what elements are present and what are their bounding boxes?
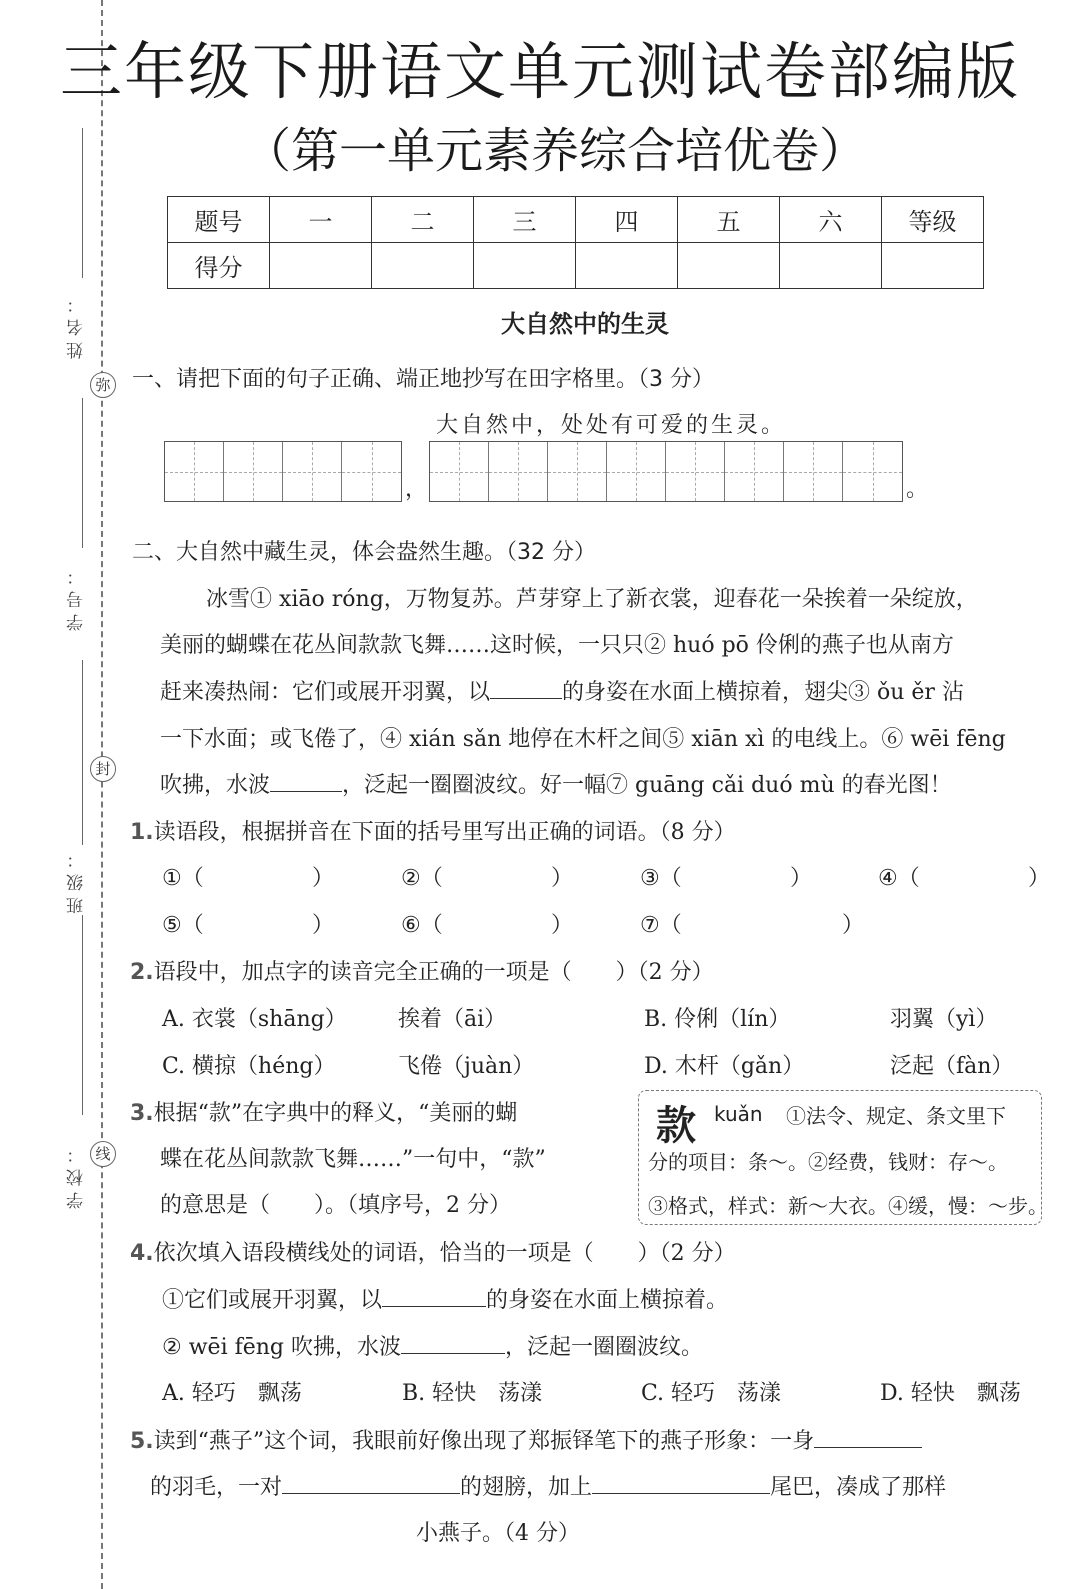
- q4-s1-b: 的身姿在水面上横掠着。: [486, 1288, 729, 1313]
- grid-cell[interactable]: [784, 442, 843, 501]
- q2-option-a-2: 挨着（āi）: [398, 1007, 507, 1032]
- grid-period: 。: [906, 477, 929, 502]
- passage-line-1: 冰雪① xiāo róng，万物复苏。芦芽穿上了新衣裳，迎春花一朵挨着一朵绽放，: [206, 587, 978, 612]
- q1: [130, 815, 736, 846]
- score-header-cell: 二: [372, 197, 474, 243]
- q2-text: 语段中，加点字的读音完全正确的一项是（ ）（2 分）: [153, 960, 714, 985]
- q4-number: 4.: [130, 1241, 154, 1266]
- exam-subtitle: （第一单元素养综合培优卷）: [242, 123, 867, 179]
- q1-slot-close: ）: [312, 866, 335, 891]
- tianzi-grid-1[interactable]: [164, 441, 402, 502]
- q5-number: 5.: [130, 1429, 154, 1454]
- q1-slot-5[interactable]: ⑤（: [162, 913, 204, 938]
- score-header-cell: 五: [678, 197, 780, 243]
- number-label: 学号：: [67, 562, 87, 631]
- grid-cell[interactable]: [843, 442, 902, 501]
- seal-char-feng: 封: [90, 756, 116, 782]
- q1-slot-6[interactable]: ⑥（: [401, 913, 443, 938]
- score-table-score-row: [168, 243, 984, 289]
- q4-s2-a: ② wēi fēng 吹拂，水波: [162, 1335, 402, 1360]
- q2-option-d-2: 泛起（fàn）: [890, 1054, 1014, 1079]
- copy-sentence: 大自然中，处处有可爱的生灵。: [436, 413, 787, 438]
- dict-line-1: ①法令、规定、条文里下: [786, 1104, 1006, 1128]
- exam-title: 三年级下册语文单元测试卷部编版: [59, 35, 1020, 108]
- score-cell[interactable]: [474, 243, 576, 289]
- q1-slot-close: ）: [842, 913, 865, 938]
- score-header-cell: 四: [576, 197, 678, 243]
- q1-slot-1[interactable]: ①（: [162, 866, 204, 891]
- q1-slot-close: ）: [551, 866, 574, 891]
- q5-text-2c: 尾巴，凑成了那样: [770, 1475, 947, 1500]
- passage-blank-2[interactable]: [270, 773, 342, 792]
- q3-text-1: 根据“款”在字典中的释义，“美丽的蝴: [153, 1101, 518, 1126]
- score-header-cell: 三: [474, 197, 576, 243]
- q5-text-1: 读到“燕子”这个词，我眼前好像出现了郑振铎笔下的燕子形象：一身: [153, 1429, 815, 1454]
- q4: [130, 1236, 736, 1267]
- passage-line-3a: 赶来凑热闹：它们或展开羽翼，以: [160, 680, 491, 705]
- grid-cell[interactable]: [607, 442, 666, 501]
- q4-option-a[interactable]: A. 轻巧 飘荡: [162, 1381, 302, 1406]
- grid-cell[interactable]: [548, 442, 607, 501]
- grid-cell[interactable]: [725, 442, 784, 501]
- part2-heading: 二、大自然中藏生灵，体会盎然生趣。（32 分）: [132, 540, 596, 565]
- q3-number: 3.: [130, 1101, 154, 1126]
- score-cell[interactable]: [882, 243, 984, 289]
- q4-sentence-2: [162, 1330, 703, 1361]
- q1-slot-close: ）: [1028, 866, 1051, 891]
- score-cell[interactable]: [372, 243, 474, 289]
- passage-line-4: 一下水面；或飞倦了，④ xián sǎn 地停在木杆之间⑤ xiān xì 的电线上。⑥ wēi fēng: [160, 727, 1006, 752]
- q1-slot-close: ）: [312, 913, 335, 938]
- q1-slot-3[interactable]: ③（: [640, 866, 682, 891]
- q4-s2-b: ，泛起一圈圈波纹。: [505, 1335, 704, 1360]
- score-table: [167, 196, 984, 289]
- q4-option-b[interactable]: B. 轻快 荡漾: [402, 1381, 543, 1406]
- q4-option-c[interactable]: C. 轻巧 荡漾: [641, 1381, 782, 1406]
- class-label: 班级：: [67, 845, 87, 914]
- grid-cell[interactable]: [283, 442, 342, 501]
- grid-cell[interactable]: [489, 442, 548, 501]
- q5-blank-3[interactable]: [592, 1475, 770, 1494]
- q4-sentence-1: [162, 1283, 728, 1314]
- q2-number: 2.: [130, 960, 154, 985]
- score-header-cell: 等级: [882, 197, 984, 243]
- q5-line-2: [150, 1470, 946, 1501]
- q1-slot-close: ）: [551, 913, 574, 938]
- score-cell[interactable]: [270, 243, 372, 289]
- q4-blank-2[interactable]: [401, 1335, 505, 1354]
- school-label: 学校：: [67, 1140, 87, 1209]
- passage-line-2: 美丽的蝴蝶在花丛间款款飞舞……这时候，一只只② huó pō 伶俐的燕子也从南方: [160, 633, 954, 658]
- q5-text-2a: 的羽毛，一对: [150, 1475, 283, 1500]
- q3-line-2: 蝶在花丛间款款飞舞……”一句中，“款”: [160, 1147, 546, 1172]
- q4-blank-1[interactable]: [382, 1288, 486, 1307]
- q2-option-d[interactable]: D. 木杆（gǎn）: [644, 1054, 805, 1079]
- passage-line-5a: 吹拂，水波: [160, 773, 271, 798]
- grid-cell[interactable]: [224, 442, 283, 501]
- seal-char-mi: 弥: [90, 372, 116, 398]
- grid-cell[interactable]: [430, 442, 489, 501]
- score-header-cell: 一: [270, 197, 372, 243]
- passage-line-5b: ，泛起一圈圈波纹。好一幅⑦ guāng cǎi duó mù 的春光图！: [342, 773, 952, 798]
- q5-line-1: [130, 1424, 922, 1455]
- score-row-label: 得分: [168, 243, 270, 289]
- part1-heading: 一、请把下面的句子正确、端正地抄写在田字格里。（3 分）: [132, 367, 714, 392]
- q1-slot-7[interactable]: ⑦（: [640, 913, 682, 938]
- grid-cell[interactable]: [666, 442, 725, 501]
- q2-option-c-2: 飞倦（juàn）: [398, 1054, 535, 1079]
- q5-blank-2[interactable]: [282, 1475, 460, 1494]
- dict-char: 款: [656, 1103, 696, 1149]
- score-table-header-row: [168, 197, 984, 243]
- q4-s1-a: ①它们或展开羽翼，以: [162, 1288, 383, 1313]
- q1-slot-2[interactable]: ②（: [401, 866, 443, 891]
- school-write-line: [82, 915, 83, 1115]
- q4-option-d[interactable]: D. 轻快 飘荡: [880, 1381, 1021, 1406]
- q3-line-1: [130, 1096, 517, 1127]
- passage-line-3b: 的身姿在水面上横掠着，翅尖③ ǒu ěr 沾: [562, 680, 964, 705]
- passage-blank-1[interactable]: [490, 680, 562, 699]
- score-cell[interactable]: [576, 243, 678, 289]
- score-header-cell: 六: [780, 197, 882, 243]
- q3-line-3: 的意思是（ ）。（填序号，2 分）: [160, 1193, 511, 1218]
- name-label: 姓名：: [67, 290, 87, 359]
- class-write-line: [82, 660, 83, 845]
- tianzi-grid-2[interactable]: [429, 441, 903, 502]
- q2-option-a[interactable]: A. 衣裳（shāng）: [162, 1007, 347, 1032]
- q5-line-3: 小燕子。（4 分）: [416, 1521, 580, 1546]
- number-write-line: [82, 398, 83, 548]
- seal-char-xian: 线: [90, 1141, 116, 1167]
- q5-blank-1[interactable]: [814, 1429, 922, 1448]
- score-cell[interactable]: [678, 243, 780, 289]
- q1-number: 1.: [130, 820, 154, 845]
- score-cell[interactable]: [780, 243, 882, 289]
- q1-text: 读语段，根据拼音在下面的括号里写出正确的词语。（8 分）: [153, 820, 736, 845]
- dict-pinyin: kuǎn: [714, 1102, 763, 1126]
- score-header-cell: 题号: [168, 197, 270, 243]
- dict-line-2: 分的项目：条～。②经费，钱财：存～。: [648, 1150, 1008, 1174]
- passage-line-5: [160, 768, 952, 799]
- q1-slot-4[interactable]: ④（: [878, 866, 920, 891]
- q2-option-b[interactable]: B. 伶俐（lín）: [644, 1007, 791, 1032]
- passage-line-3: [160, 675, 964, 706]
- q2-option-c[interactable]: C. 横掠（héng）: [162, 1054, 336, 1079]
- grid-comma: ，: [405, 477, 428, 502]
- q5-text-2b: 的翅膀，加上: [460, 1475, 593, 1500]
- q2-option-b-2: 羽翼（yì）: [890, 1007, 998, 1032]
- section-title: 大自然中的生灵: [501, 310, 669, 338]
- q2: [130, 955, 714, 986]
- grid-cell[interactable]: [342, 442, 401, 501]
- q1-slot-close: ）: [790, 866, 813, 891]
- dict-line-3: ③格式，样式：新～大衣。④缓，慢：～步。: [648, 1194, 1048, 1218]
- q4-text: 依次填入语段横线处的词语，恰当的一项是（ ）（2 分）: [153, 1241, 736, 1266]
- grid-cell[interactable]: [165, 442, 224, 501]
- binding-dashed-line: [101, 0, 103, 1589]
